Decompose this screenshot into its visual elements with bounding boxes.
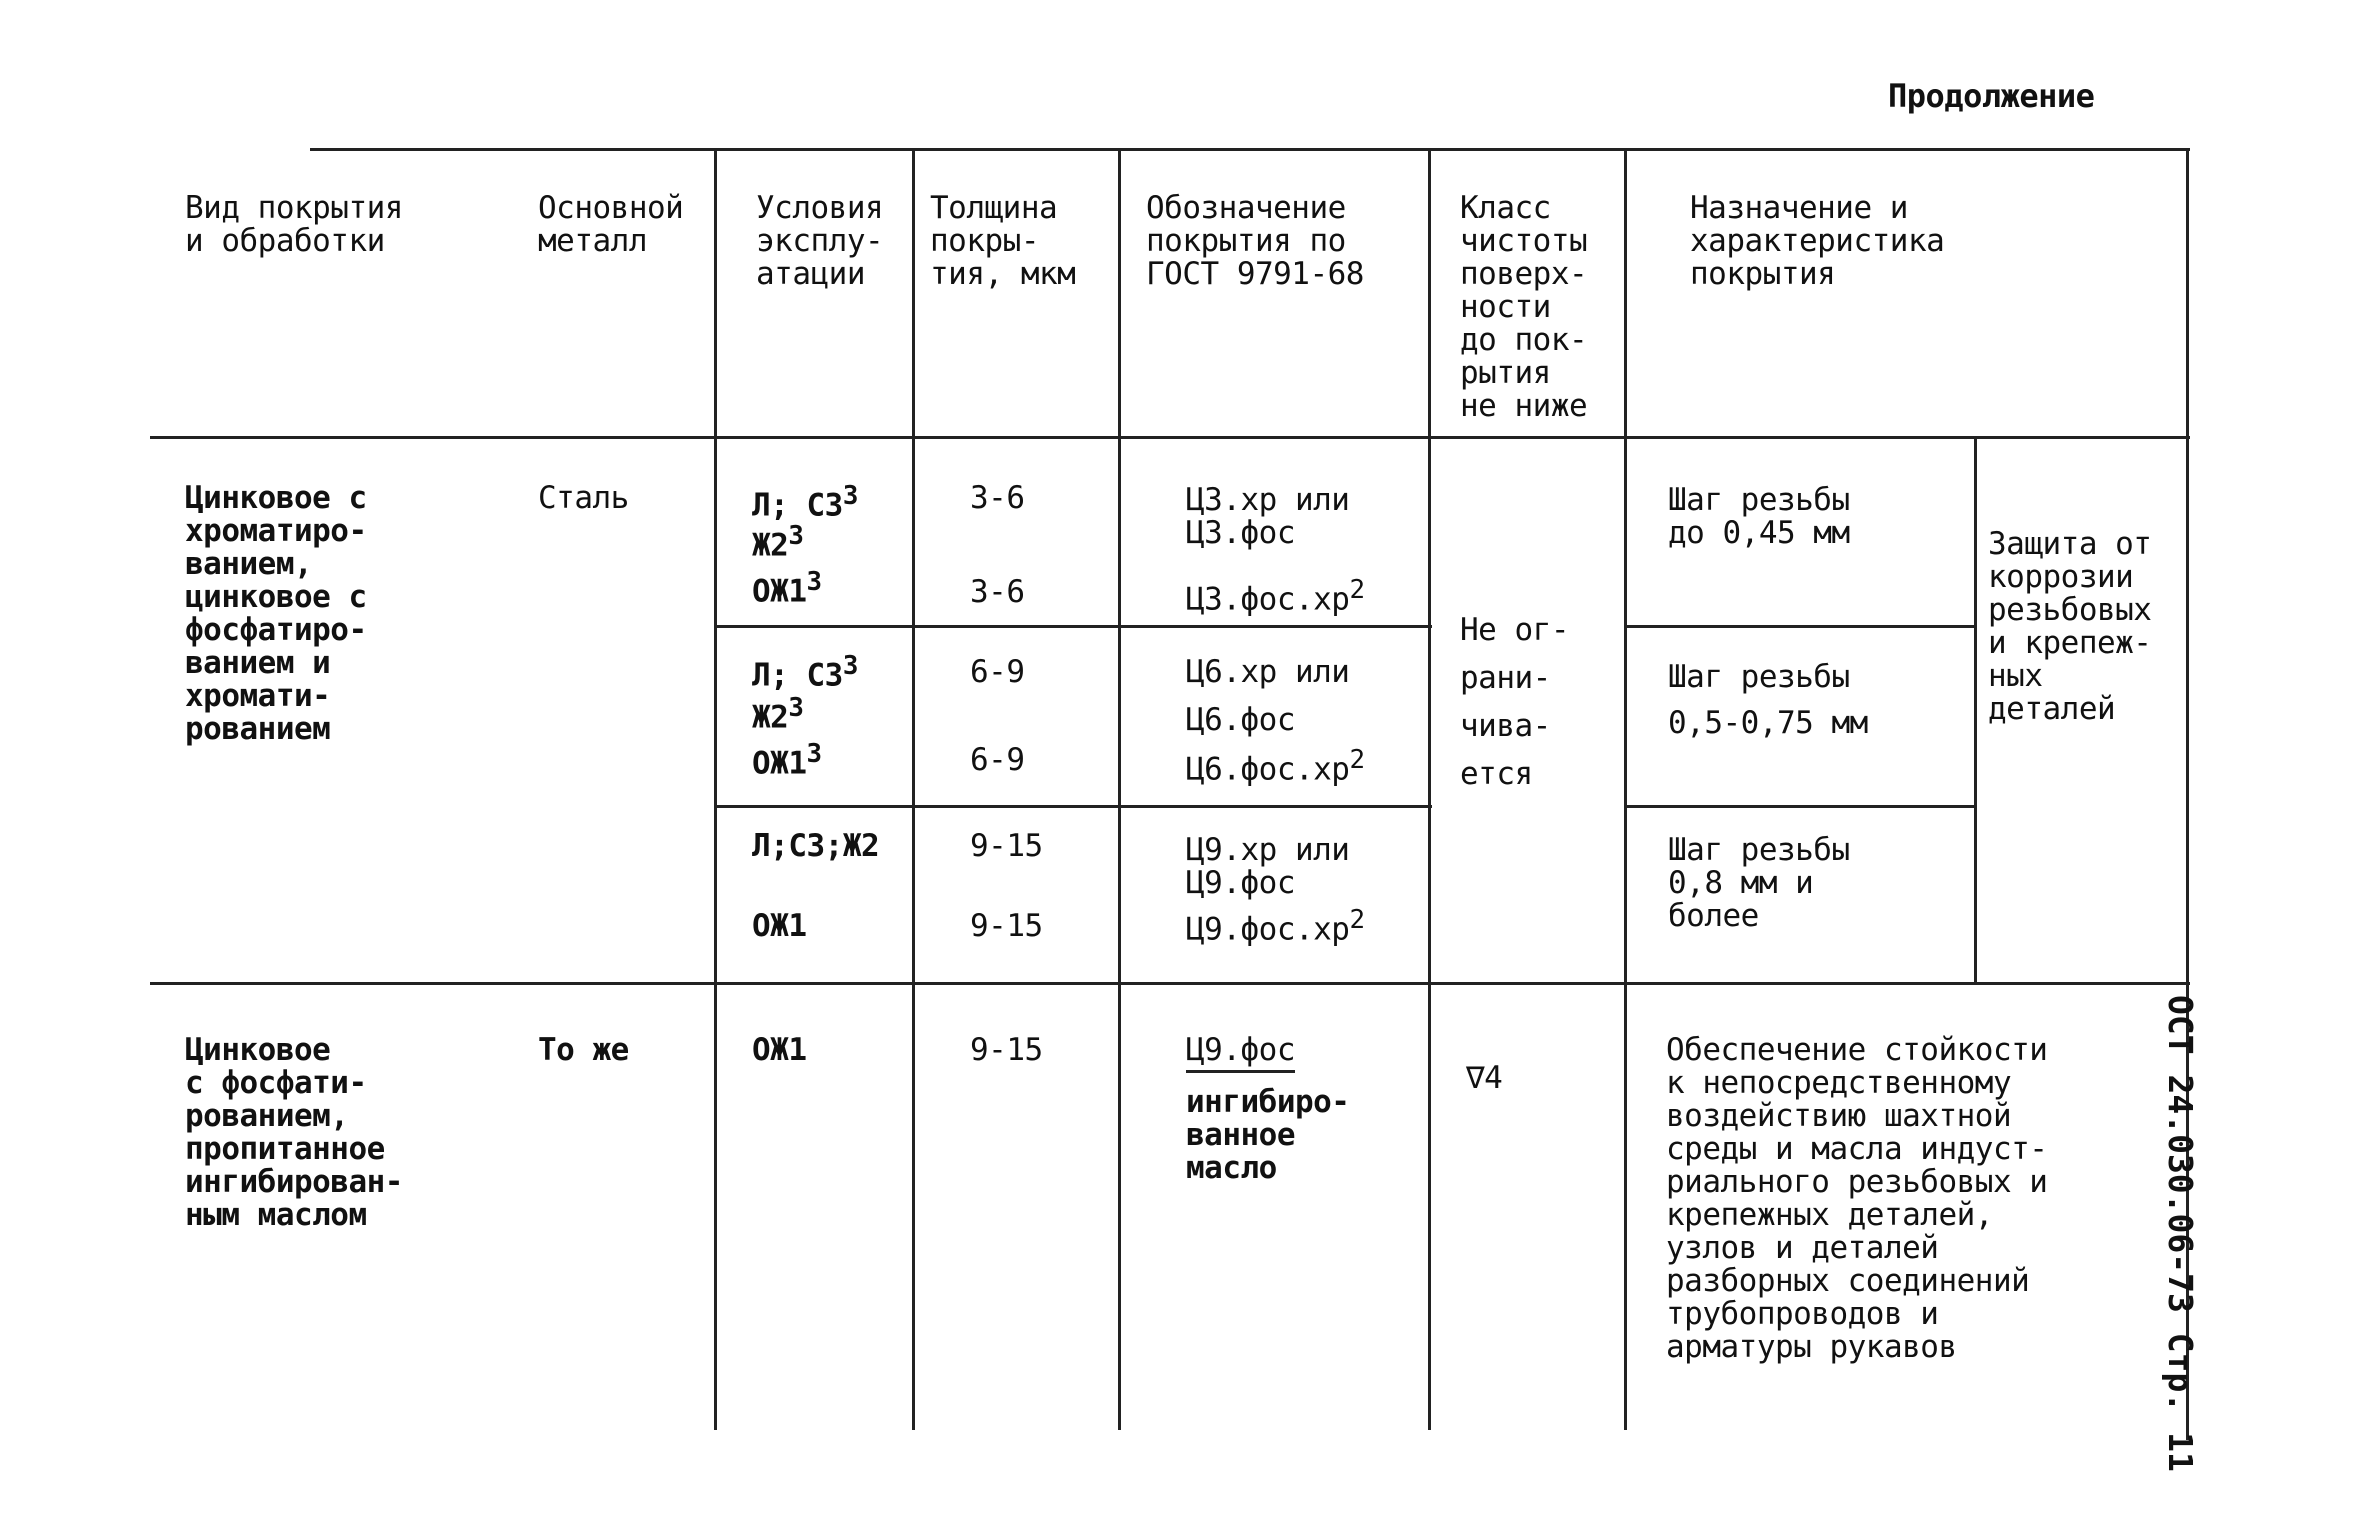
col-rule-5 [1118, 150, 1121, 1430]
header-purpose: Назначение и характеристика покрытия [1690, 190, 1945, 292]
row2-base-metal: То же [538, 1032, 629, 1068]
sub3-condition-a: Л;С3;Ж2 [752, 828, 880, 864]
sub1-condition-c: $ОЖ1^3$ [752, 567, 822, 610]
sub2-purpose-rule [1626, 805, 1976, 808]
sub1-condition-a: Л; $С3^3$ [752, 481, 858, 524]
continuation-label: Продолжение [1888, 77, 2095, 115]
col-rule-7b [1974, 436, 1977, 984]
sub3-thickness-b: 9-15 [970, 908, 1043, 944]
sub2-designation-b: $Ц6.фос.хр^2$ [1186, 745, 1365, 788]
row2-designation: Ц9.фос [1186, 1034, 1295, 1067]
header-bottom-rule [150, 436, 2190, 439]
header-coating-type: Вид покрытия и обработки [185, 190, 403, 259]
row2-designation-note: ингибиро- ванное масло [1186, 1084, 1350, 1186]
row2-thickness: 9-15 [970, 1032, 1043, 1068]
row1-base-metal: Сталь [538, 480, 629, 516]
row2-purpose: Обеспечение стойкости к непосредственному воздействию шахтной среды и масла индуст- риального резьбовых и крепежных деталей, узлов и деталей разборных соединений трубопроводов и арматуры рукавов [1666, 1032, 2048, 1365]
sub2-condition-a: Л; $С3^3$ [752, 651, 858, 694]
row1-bottom-rule [150, 982, 2190, 985]
sub3-thickness-a: 9-15 [970, 828, 1043, 864]
header-base-metal: Основной металл [538, 190, 684, 259]
sub1-thickness-b: 3-6 [970, 574, 1025, 610]
sub1-bottom-rule [716, 625, 1432, 628]
col-rule-6 [1428, 150, 1431, 1430]
sub3-purpose: Шаг резьбы 0,8 мм и более [1668, 832, 1850, 934]
sub2-thickness-b: 6-9 [970, 742, 1025, 778]
col-rule-7 [1624, 150, 1627, 1430]
sub2-designation-a2: Ц6.фос [1186, 702, 1295, 738]
col-rule-4 [912, 150, 915, 1430]
header-operating-conditions: Условия эксплу- атации [756, 190, 884, 292]
sub3-condition-c: ОЖ1 [752, 908, 807, 944]
row2-coating-type: Цинковое с фосфати- рованием, пропитанное ингибирован- ным маслом [185, 1032, 403, 1233]
sub1-purpose: Шаг резьбы до 0,45 мм [1668, 482, 1850, 551]
sub1-thickness-a: 3-6 [970, 480, 1025, 516]
row1-coating-type: Цинковое с хроматиро- ванием, цинковое с фосфатиро- ванием и хромати- рованием [185, 480, 367, 747]
row2-condition: ОЖ1 [752, 1032, 807, 1068]
sub2-purpose: Шаг резьбы 0,5-0,75 мм [1668, 659, 1868, 741]
sub2-condition-b: $Ж2^3$ [752, 693, 804, 736]
sub2-condition-c: $ОЖ1^3$ [752, 739, 822, 782]
side-document-code [2161, 995, 2230, 1475]
sub1-designation-b: $Ц3.фос.хр^2$ [1186, 575, 1365, 618]
header-coating-thickness: Толщина покры- тия, мкм [930, 190, 1076, 292]
row1-protection: Защита от коррозии резьбовых и крепеж- ных деталей [1988, 526, 2152, 727]
header-coating-designation: Обозначение покрытия по ГОСТ 9791-68 [1146, 190, 1364, 292]
sub3-designation-b: $Ц9.фос.хр^2$ [1186, 905, 1365, 948]
sub2-thickness-a: 6-9 [970, 654, 1025, 690]
sub1-designation-a: Ц3.хр или Ц3.фос [1186, 482, 1350, 551]
row1-surface-class: Не ог- рани- чива- ется [1460, 612, 1569, 792]
sub1-purpose-rule [1626, 625, 1976, 628]
side-document-code-text: ОСТ 24.030.06-73 Стр. 11 [2161, 995, 2200, 1472]
sub2-designation-a1: Ц6.хр или [1186, 654, 1350, 690]
table-top-rule [310, 148, 2190, 151]
sub1-condition-b: $Ж2^3$ [752, 521, 804, 564]
sub2-bottom-rule [716, 805, 1432, 808]
sub3-designation-a: Ц9.хр или Ц9.фос [1186, 832, 1350, 901]
header-surface-class: Класс чистоты поверх- ности до пок- рытия не ниже [1460, 190, 1588, 424]
row2-surface-class: ∇4 [1466, 1060, 1503, 1096]
col-rule-3 [714, 150, 717, 1430]
